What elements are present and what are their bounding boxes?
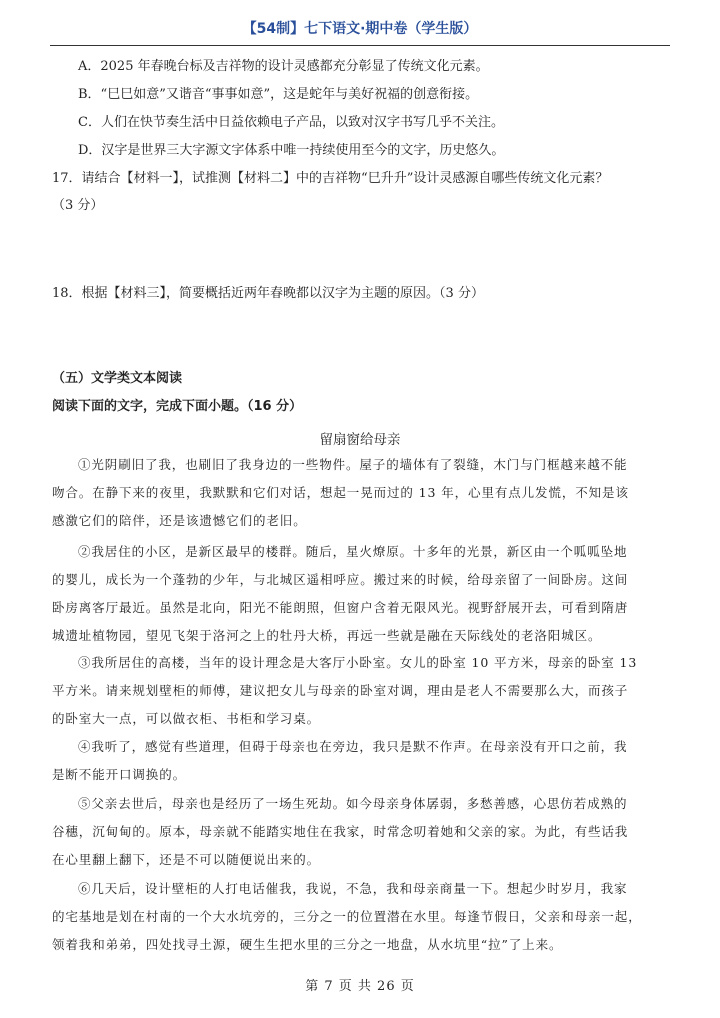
header-divider: [50, 45, 670, 46]
paragraph-3-line3: 的卧室大一点，可以做衣柜、书柜和学习桌。: [52, 711, 321, 726]
option-b: B．“巳巳如意”又谐音“事事如意”，这是蛇年与美好祝福的创意衔接。: [78, 87, 479, 102]
paragraph-1-line1: ①光阴刷旧了我，也刷旧了我身边的一些物件。屋子的墙体有了裂缝，木门与门框越来越不能: [78, 457, 628, 472]
paragraph-1-line2: 吻合。在静下来的夜里，我默默和它们对话，想起一晃而过的 13 年，心里有点儿发慌，不知是该: [52, 485, 629, 500]
page-number: 第 7 页 共 26 页: [305, 979, 415, 994]
paragraph-4-line1: ④我听了，感觉有些道理，但碍于母亲也在旁边，我只是默不作声。在母亲没有开口之前，我: [78, 739, 628, 754]
section-heading: （五）文学类文本阅读: [52, 371, 183, 386]
page-header-title: 【54制】七下语文·期中卷（学生版）: [242, 21, 478, 37]
paragraph-6-line3: 领着我和弟弟，四处找寻土源，硬生生把水里的三分之一地盘，从水坑里“拉”了上来。: [52, 937, 563, 952]
question-18: 18．根据【材料三】，简要概括近两年春晚都以汉字为主题的原因。（3 分）: [52, 286, 484, 301]
question-17-line2: （3 分）: [52, 198, 104, 213]
option-d: D．汉字是世界三大字源文字体系中唯一持续使用至今的文字，历史悠久。: [78, 143, 505, 158]
question-17-line1: 17．请结合【材料一】，试推测【材料二】中的吉祥物“巳升升”设计灵感源自哪些传统文化元素？: [52, 171, 609, 186]
paragraph-1-line3: 感激它们的陪伴，还是该遗憾它们的老旧。: [52, 513, 307, 528]
paragraph-2-line2: 的婴儿，成长为一个蓬勃的少年，与北城区遥相呼应。搬过来的时候，给母亲留了一间卧房。这间: [52, 572, 629, 587]
paragraph-5-line2: 谷穗，沉甸甸的。原本，母亲就不能踏实地住在我家，时常念叨着她和父亲的家。为此，有些话我: [52, 824, 629, 839]
paragraph-2-line1: ②我居住的小区，是新区最早的楼群。随后，星火燎原。十多年的光景，新区由一个呱呱坠地: [78, 544, 628, 559]
paragraph-5-line1: ⑤父亲去世后，母亲也是经历了一场生死劫。如今母亲身体孱弱，多愁善感，心思仿若成熟的: [78, 796, 628, 811]
paragraph-3-line1: ③我所居住的高楼，当年的设计理念是大客厅小卧室。女儿的卧室 10 平方米，母亲的卧室 13: [78, 655, 638, 670]
paragraph-6-line2: 的宅基地是划在村南的一个大水坑旁的，三分之一的位置潜在水里。每逢节假日，父亲和母亲一起，: [52, 909, 642, 924]
paragraph-3-line2: 平方米。请来规划壁柜的师傅，建议把女儿与母亲的卧室对调，理由是老人不需要那么大，而孩子: [52, 683, 629, 698]
paragraph-6-line1: ⑥几天后，设计壁柜的人打电话催我，我说，不急，我和母亲商量一下。想起少时岁月，我家: [78, 881, 628, 896]
paragraph-2-line4: 城遗址植物园，望见飞架于洛河之上的牡丹大桥，再远一些就是融在天际线处的老洛阳城区。: [52, 628, 602, 643]
paragraph-2-line3: 卧房离客厅最近。虽然是北向，阳光不能朗照，但窗户含着无限风光。视野舒展开去，可看到隋唐: [52, 600, 629, 615]
paragraph-4-line2: 是断不能开口调换的。: [52, 767, 187, 782]
option-c: C．人们在快节奏生活中日益依赖电子产品，以致对汉字书写几乎不关注。: [78, 115, 504, 130]
section-instruction: 阅读下面的文字，完成下面小题。（16 分）: [52, 399, 303, 414]
option-a: A．2025 年春晚台标及吉祥物的设计灵感都充分彰显了传统文化元素。: [78, 59, 489, 74]
paragraph-5-line3: 在心里翻上翻下，还是不可以随便说出来的。: [52, 852, 321, 867]
article-title: 留扇窗给母亲: [319, 432, 401, 448]
